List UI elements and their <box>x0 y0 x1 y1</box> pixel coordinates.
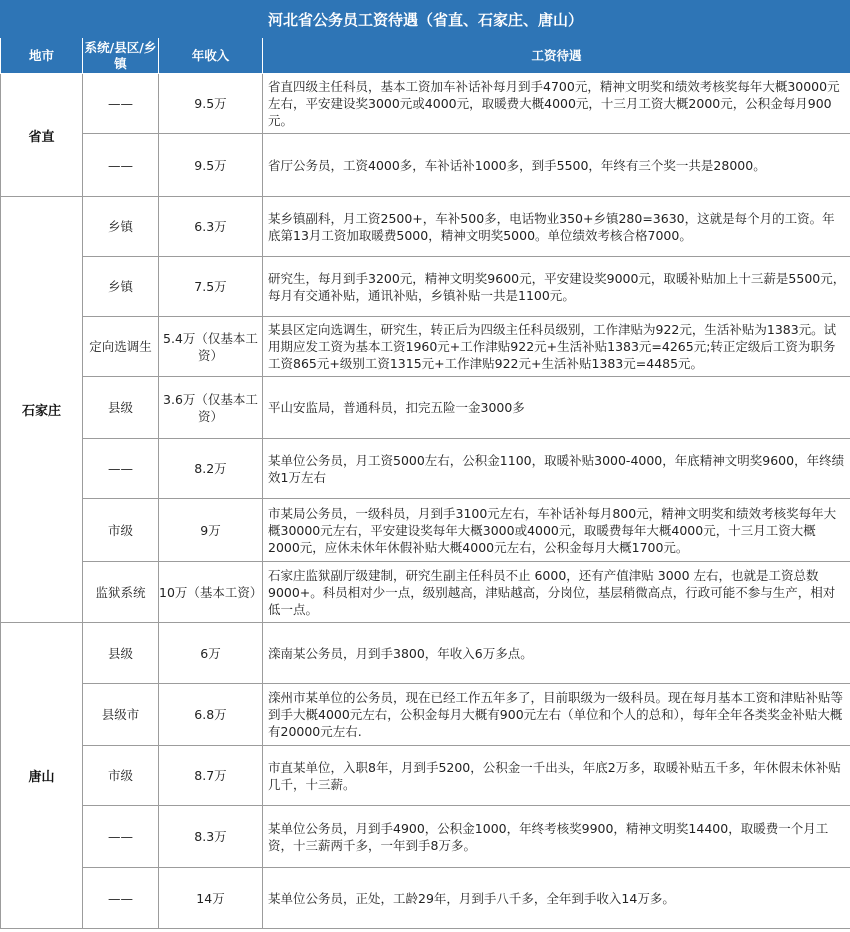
table-row <box>1 623 850 684</box>
table-row <box>1 746 850 806</box>
system-cell: —— <box>83 439 159 499</box>
system-cell: —— <box>83 74 159 134</box>
system-cell: —— <box>83 134 159 197</box>
income-cell: 9万 <box>159 499 263 562</box>
table-row <box>1 317 850 377</box>
city-cell-shijiazhuang: 石家庄 <box>1 197 83 623</box>
detail-cell: 平山安监局，普通科员，扣完五险一金3000多 <box>263 377 850 439</box>
city-cell-tangshan: 唐山 <box>1 623 83 929</box>
income-cell: 6.3万 <box>159 197 263 257</box>
detail-cell: 省厅公务员，工资4000多，车补话补1000多，到手5500，年终有三个奖一共是28000。 <box>263 134 850 197</box>
table-row <box>1 439 850 499</box>
income-cell: 9.5万 <box>159 74 263 134</box>
income-cell: 9.5万 <box>159 134 263 197</box>
income-cell: 10万（基本工资） <box>159 562 263 623</box>
income-cell: 14万 <box>159 868 263 929</box>
table-title: 河北省公务员工资待遇（省直、石家庄、唐山） <box>1 1 850 38</box>
system-cell: 县级 <box>83 377 159 439</box>
system-cell: 市级 <box>83 499 159 562</box>
table-row <box>1 684 850 746</box>
table-row <box>1 134 850 197</box>
table-row <box>1 377 850 439</box>
header-income: 年收入 <box>159 38 263 74</box>
system-cell: 监狱系统 <box>83 562 159 623</box>
income-cell: 8.3万 <box>159 806 263 868</box>
system-cell: —— <box>83 868 159 929</box>
system-cell: 定向选调生 <box>83 317 159 377</box>
header-detail: 工资待遇 <box>263 38 850 74</box>
system-cell: —— <box>83 806 159 868</box>
detail-cell: 滦南某公务员，月到手3800，年收入6万多点。 <box>263 623 850 684</box>
system-cell: 县级 <box>83 623 159 684</box>
table-row <box>1 868 850 929</box>
detail-cell: 省直四级主任科员，基本工资加车补话补每月到手4700元，精神文明奖和绩效考核奖每年大概30000元左右，平安建设奖3000元或4000元，取暖费大概4000元，十三月工资大概2000元，公积金每月900元。 <box>263 74 850 134</box>
detail-cell: 某单位公务员，正处，工龄29年，月到手八千多，全年到手收入14万多。 <box>263 868 850 929</box>
system-cell: 县级市 <box>83 684 159 746</box>
detail-cell: 市直某单位，入职8年，月到手5200，公积金一千出头，年底2万多，取暖补贴五千多，年休假未休补贴几千，十三薪。 <box>263 746 850 806</box>
detail-cell: 石家庄监狱副厅级建制，研究生副主任科员不止 6000，还有产值津贴 3000 左右，也就是工资总数 9000+。科员相对少一点，级别越高，津贴越高，分岗位，基层稍微高点，行政可能不参与生产，相对低一点。 <box>263 562 850 623</box>
income-cell: 3.6万（仅基本工资） <box>159 377 263 439</box>
header-system: 系统/县区/乡镇 <box>83 38 159 74</box>
table-row <box>1 562 850 623</box>
income-cell: 6万 <box>159 623 263 684</box>
header-city: 地市 <box>1 38 83 74</box>
system-cell: 乡镇 <box>83 197 159 257</box>
detail-cell: 滦州市某单位的公务员，现在已经工作五年多了，目前职级为一级科员。现在每月基本工资和津贴补贴等到手大概4000元左右，公积金每月大概有900元左右（单位和个人的总和），每年全年各类奖金补贴大概有20000元左右. <box>263 684 850 746</box>
system-cell: 市级 <box>83 746 159 806</box>
table-row <box>1 74 850 134</box>
detail-cell: 某单位公务员，月到手4900，公积金1000，年终考核奖9900，精神文明奖14400，取暖费一个月工资，十三薪两千多，一年到手8万多。 <box>263 806 850 868</box>
income-cell: 5.4万（仅基本工资） <box>159 317 263 377</box>
income-cell: 6.8万 <box>159 684 263 746</box>
detail-cell: 某乡镇副科，月工资2500+，车补500多，电话物业350+乡镇280=3630，这就是每个月的工资。年底第13月工资加取暖费5000，精神文明奖5000。单位绩效考核合格7000。 <box>263 197 850 257</box>
detail-cell: 某县区定向选调生，研究生，转正后为四级主任科员级别，工作津贴为922元，生活补贴为1383元。试用期应发工资为基本工资1960元+工作津贴922元+生活补贴1383元=4265元;转正定级后工资为职务工资865元+级别工资1315元+工作津贴922元+生活补贴1383元=4485元。 <box>263 317 850 377</box>
detail-cell: 某单位公务员，月工资5000左右，公积金1100，取暖补贴3000-4000，年底精神文明奖9600，年终绩效1万左右 <box>263 439 850 499</box>
income-cell: 7.5万 <box>159 257 263 317</box>
detail-cell: 研究生，每月到手3200元，精神文明奖9600元，平安建设奖9000元，取暖补贴加上十三薪是5500元，每月有交通补贴，通讯补贴，乡镇补贴一共是1100元。 <box>263 257 850 317</box>
income-cell: 8.7万 <box>159 746 263 806</box>
detail-cell: 市某局公务员，一级科员，月到手3100元左右，车补话补每月800元，精神文明奖和绩效考核奖每年大概30000元左右，平安建设奖每年大概3000或4000元，取暖费每年大概4000元，十三月工资大概2000元，应休未休年休假补贴大概4000元左右，公积金每月大概1700元。 <box>263 499 850 562</box>
table-row <box>1 197 850 257</box>
system-cell: 乡镇 <box>83 257 159 317</box>
table-row <box>1 257 850 317</box>
table-row <box>1 499 850 562</box>
city-cell-shengzhi: 省直 <box>1 74 83 197</box>
income-cell: 8.2万 <box>159 439 263 499</box>
table-row <box>1 806 850 868</box>
